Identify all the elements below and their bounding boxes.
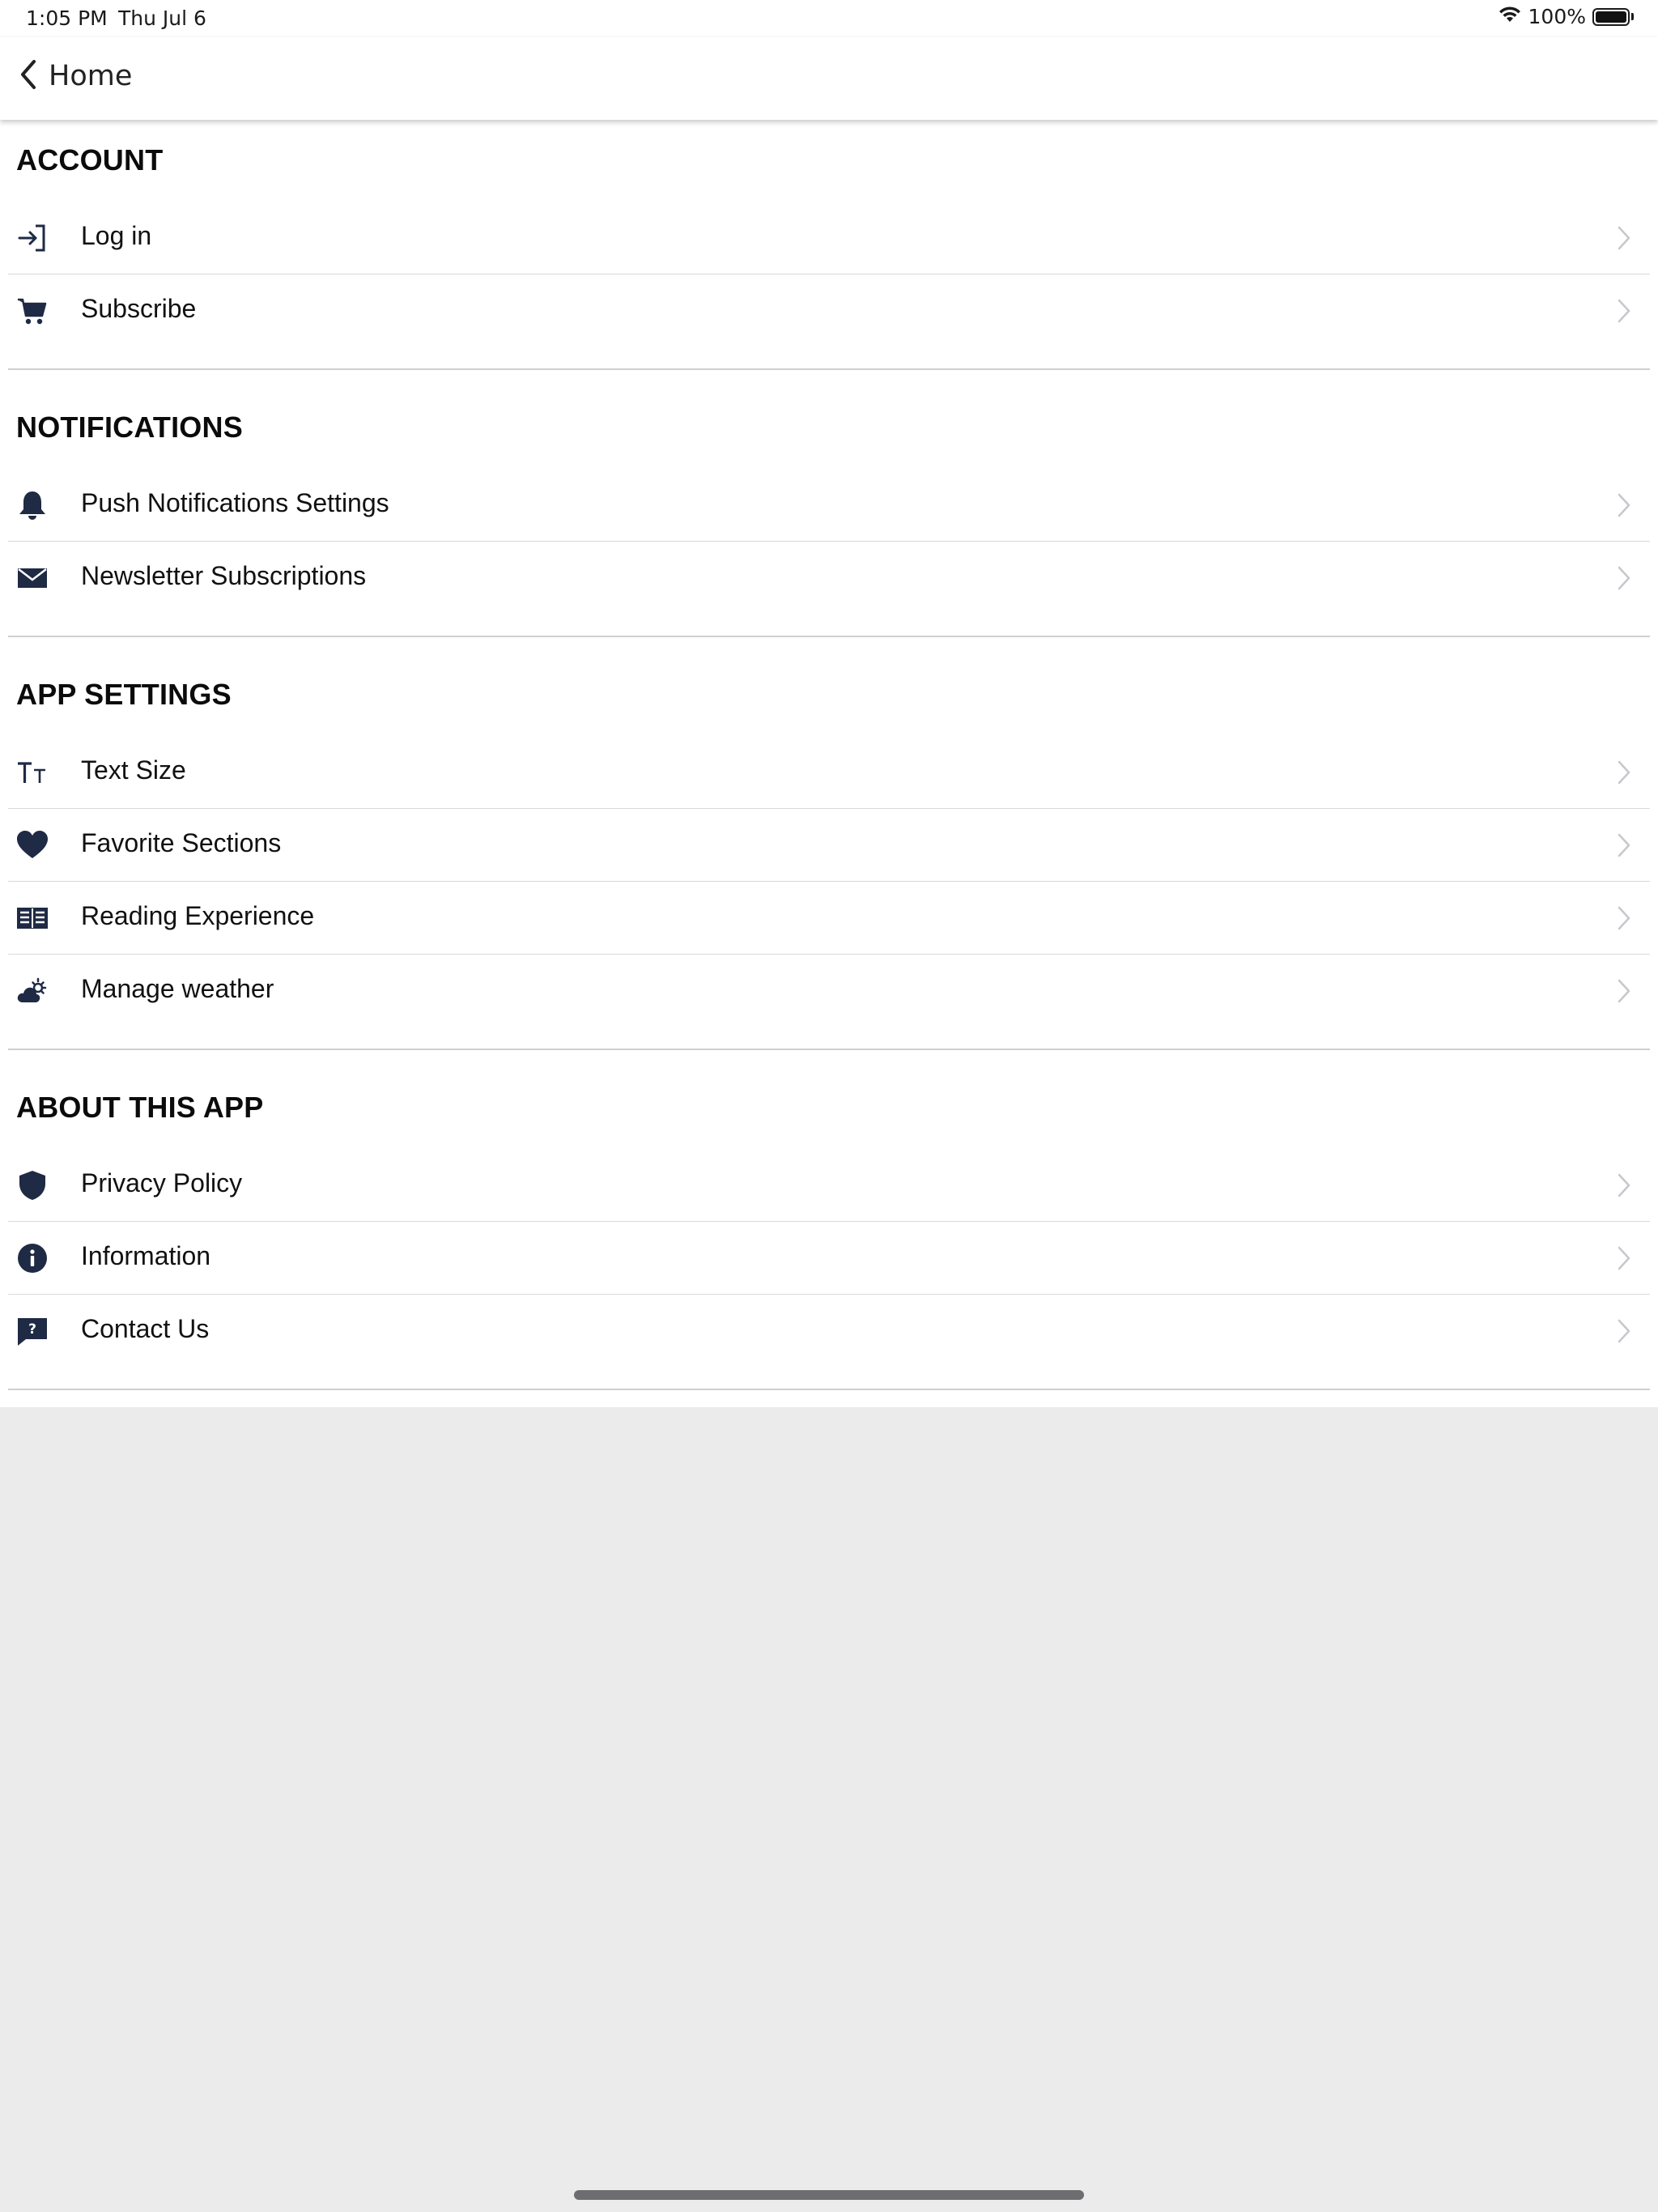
battery-level: [1596, 11, 1626, 23]
section-title: NOTIFICATIONS: [16, 410, 243, 444]
settings-item-label: Reading Experience: [81, 901, 315, 930]
battery-icon: [1592, 8, 1630, 26]
back-label: Home: [49, 60, 133, 92]
section-divider: [8, 368, 1650, 370]
weather-icon: [16, 975, 49, 1007]
chevron-right-icon: [1616, 1172, 1632, 1198]
text-size-icon: [16, 756, 49, 789]
shield-icon: [16, 1169, 49, 1202]
settings-item-push-notifications-settings[interactable]: [8, 469, 1650, 542]
help-chat-icon: [16, 1315, 49, 1347]
chevron-right-icon: [1616, 565, 1632, 591]
login-icon: [16, 222, 49, 254]
cart-icon: [16, 295, 49, 327]
chevron-right-icon: [1616, 978, 1632, 1004]
settings-item-label: Push Notifications Settings: [81, 488, 389, 517]
home-indicator: [574, 2190, 1084, 2200]
svg-text:?: ?: [28, 1321, 36, 1338]
settings-item-label: Log in: [81, 221, 152, 250]
navigation-bar: [0, 37, 1658, 120]
settings-item-label: Contact Us: [81, 1314, 210, 1343]
status-bar: [0, 0, 1658, 37]
settings-item-label: Information: [81, 1241, 211, 1270]
settings-item-reading-experience[interactable]: [8, 882, 1650, 955]
chevron-right-icon: [1616, 905, 1632, 931]
chevron-right-icon: [1616, 1318, 1632, 1344]
chevron-right-icon: [1616, 832, 1632, 858]
settings-item-label: Favorite Sections: [81, 828, 282, 857]
settings-item-label: Text Size: [81, 755, 186, 785]
battery-tip: [1631, 13, 1634, 20]
section-divider: [8, 1389, 1650, 1390]
heart-icon: [16, 829, 49, 861]
settings-item-contact-us[interactable]: [8, 1295, 1650, 1368]
settings-item-subscribe[interactable]: [8, 274, 1650, 347]
status-time: 1:05 PM: [26, 6, 108, 30]
settings-item-label: Subscribe: [81, 294, 197, 323]
back-button[interactable]: [16, 53, 132, 99]
section-divider: [8, 1049, 1650, 1050]
envelope-icon: [16, 562, 49, 594]
settings-item-privacy-policy[interactable]: [8, 1149, 1650, 1222]
chevron-right-icon: [1616, 492, 1632, 518]
info-icon: [16, 1242, 49, 1274]
settings-item-label: Newsletter Subscriptions: [81, 561, 367, 590]
chevron-right-icon: [1616, 298, 1632, 324]
battery-percent: 100%: [1528, 5, 1586, 28]
section-title: APP SETTINGS: [16, 678, 232, 711]
settings-item-newsletter-subscriptions[interactable]: [8, 542, 1650, 615]
status-indicators: [1498, 5, 1634, 28]
settings-item-information[interactable]: [8, 1222, 1650, 1295]
chevron-right-icon: [1616, 759, 1632, 785]
book-icon: [16, 902, 49, 934]
settings-item-favorite-sections[interactable]: [8, 809, 1650, 882]
settings-item-log-in[interactable]: [8, 202, 1650, 274]
settings-item-label: Manage weather: [81, 974, 274, 1003]
settings-item-label: Privacy Policy: [81, 1168, 243, 1197]
chevron-left-icon: [16, 58, 40, 95]
status-date: Thu Jul 6: [118, 6, 206, 30]
wifi-icon: [1498, 5, 1522, 28]
settings-item-manage-weather[interactable]: [8, 955, 1650, 1027]
settings-list: [0, 120, 1658, 1407]
section-divider: [8, 636, 1650, 637]
bell-icon: [16, 489, 49, 521]
section-title: ACCOUNT: [16, 143, 164, 177]
chevron-right-icon: [1616, 225, 1632, 251]
section-title: ABOUT THIS APP: [16, 1091, 264, 1124]
settings-item-text-size[interactable]: [8, 736, 1650, 809]
chevron-right-icon: [1616, 1245, 1632, 1271]
